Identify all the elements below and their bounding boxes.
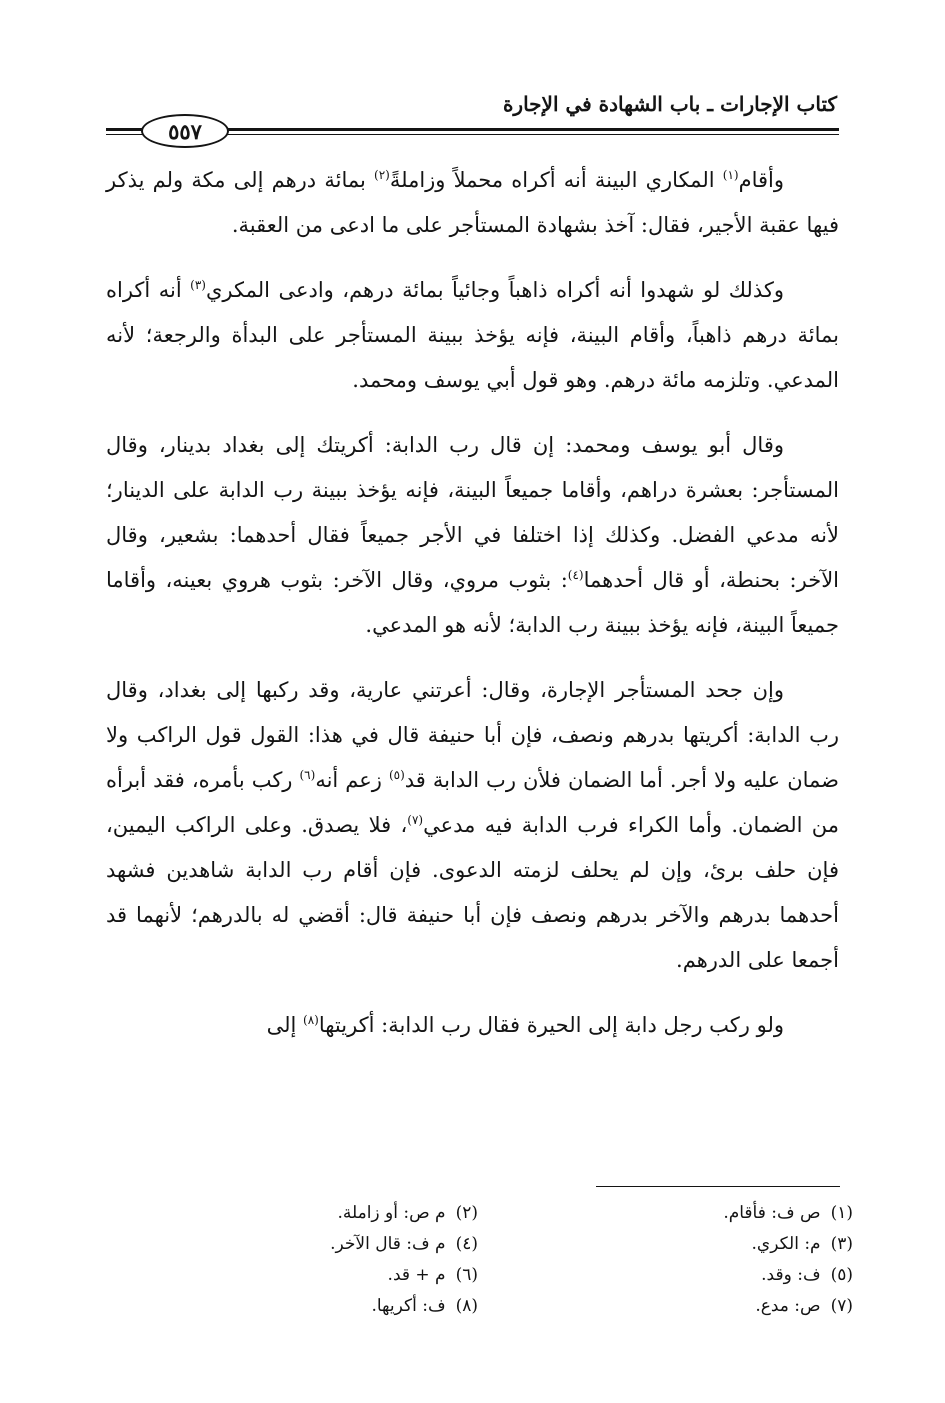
paragraph xyxy=(106,268,839,403)
text-run: أنه أكراه بمائة درهم ذاهباً، وأقام البينة، فإنه يؤخذ ببينة المستأجر على البدأة والرجعة؛ لأنه المدعي. وتلزمه مائة درهم. وهو قول أبي يوسف ومحمد. xyxy=(106,278,839,392)
footnote-text: ف: أكريها. xyxy=(371,1296,446,1316)
footnotes-column-left xyxy=(178,1198,478,1322)
footnote-marker: (٢) xyxy=(374,168,390,182)
paragraph xyxy=(106,668,839,983)
text-run: ولو ركب رجل دابة إلى الحيرة فقال رب الدابة: أكريتها xyxy=(318,1013,784,1037)
footnote-number: (٣) xyxy=(830,1234,853,1254)
text-run: إلى xyxy=(266,1013,303,1037)
footnote xyxy=(553,1229,853,1260)
footnote-text: ص ف: فأقام. xyxy=(723,1203,821,1223)
text-run: بمائة درهم إلى مكة ولم يذكر فيها عقبة الأجير، فقال: آخذ بشهادة المستأجر على ما ادعى من العقبة. xyxy=(106,168,839,237)
text-run: زعم أنه xyxy=(315,768,389,792)
paragraph xyxy=(106,423,839,648)
running-header-title: كتاب الإجارات ـ باب الشهادة في الإجارة xyxy=(502,92,837,116)
footnotes-column-right xyxy=(553,1198,853,1322)
text-run: : بثوب مروي، وقال الآخر: بثوب هروي بعينه، وأقاما جميعاً البينة، فإنه يؤخذ ببينة رب الدابة؛ لأنه هو المدعي. xyxy=(106,568,839,637)
text-run: وكذلك لو شهدوا أنه أكراه ذاهباً وجائياً بمائة درهم، وادعى المكري xyxy=(205,278,784,302)
footnote-number: (١) xyxy=(830,1203,853,1223)
footnote-separator xyxy=(596,1186,840,1187)
text-run: ركب بأمره، فقد أبرأه من الضمان. وأما الكراء فرب الدابة فيه مدعي xyxy=(106,768,839,837)
footnote-marker: (٤) xyxy=(567,568,584,582)
footnote-marker: (٧) xyxy=(407,813,424,827)
footnote-number: (٦) xyxy=(455,1265,478,1285)
text-run: وقال أبو يوسف ومحمد: إن قال رب الدابة: أكريتك إلى بغداد بدينار، وقال المستأجر: بعشرة دراهم، وأقاما جميعاً البينة، فإنه يؤخذ ببينة رب الدابة على الدينار؛ لأنه مدعي الفضل. وكذلك إذا اختلفا في الأجر جميعاً فقال أحدهما: بشعير، وقال الآخر: بحنطة، أو قال أحدهما xyxy=(106,433,840,592)
footnote xyxy=(178,1198,478,1229)
footnote-number: (٢) xyxy=(455,1203,478,1223)
footnote-number: (٧) xyxy=(830,1296,853,1316)
footnote-marker: (٥) xyxy=(388,768,405,782)
text-run: المكاري البينة أنه أكراه محملاً وزاملةً xyxy=(389,168,723,192)
footnote xyxy=(553,1198,853,1229)
footnote-marker: (٣) xyxy=(190,278,206,292)
footnote xyxy=(553,1291,853,1322)
paragraph xyxy=(106,1003,839,1048)
footnote-text: م ص: أو زاملة. xyxy=(337,1203,446,1223)
footnote xyxy=(553,1260,853,1291)
footnote xyxy=(178,1291,478,1322)
text-run: وأقام xyxy=(738,168,784,192)
main-text xyxy=(106,158,839,1068)
footnote-text: م: الكري. xyxy=(751,1234,821,1254)
footnote-text: ص: مدع. xyxy=(755,1296,821,1316)
footnote-text: م + قد. xyxy=(387,1265,446,1285)
footnote-text: م ف: قال الآخر. xyxy=(330,1234,446,1254)
footnote xyxy=(178,1260,478,1291)
page-number: ٥٥٧ xyxy=(141,114,229,148)
footnote-number: (٨) xyxy=(455,1296,478,1316)
footnote-marker: (٦) xyxy=(299,768,316,782)
footnote-marker: (٨) xyxy=(303,1013,319,1027)
footnote-text: ف: وقد. xyxy=(761,1265,821,1285)
footnote-number: (٥) xyxy=(830,1265,853,1285)
footnote-marker: (١) xyxy=(722,168,739,182)
text-run: وإن جحد المستأجر الإجارة، وقال: أعرتني عارية، وقد ركبها إلى بغداد، وقال رب الدابة: أكريتها بدرهم ونصف، فإن أبا حنيفة قال في هذا: القول قول الراكب ولا ضمان عليه ولا أجر. أما الضمان فلأن رب الدابة قد xyxy=(106,678,840,792)
footnote-number: (٤) xyxy=(455,1234,478,1254)
paragraph xyxy=(106,158,839,248)
text-run: ، فلا يصدق. وعلى الراكب اليمين، فإن حلف برئ، وإن لم يحلف لزمته الدعوى. فإن أقام رب الدابة شاهدين فشهد أحدهما بدرهم والآخر بدرهم ونصف فإن أبا حنيفة قال: أقضي له بالدرهم؛ لأنهما قد أجمعا على الدرهم. xyxy=(106,813,839,972)
footnote xyxy=(178,1229,478,1260)
